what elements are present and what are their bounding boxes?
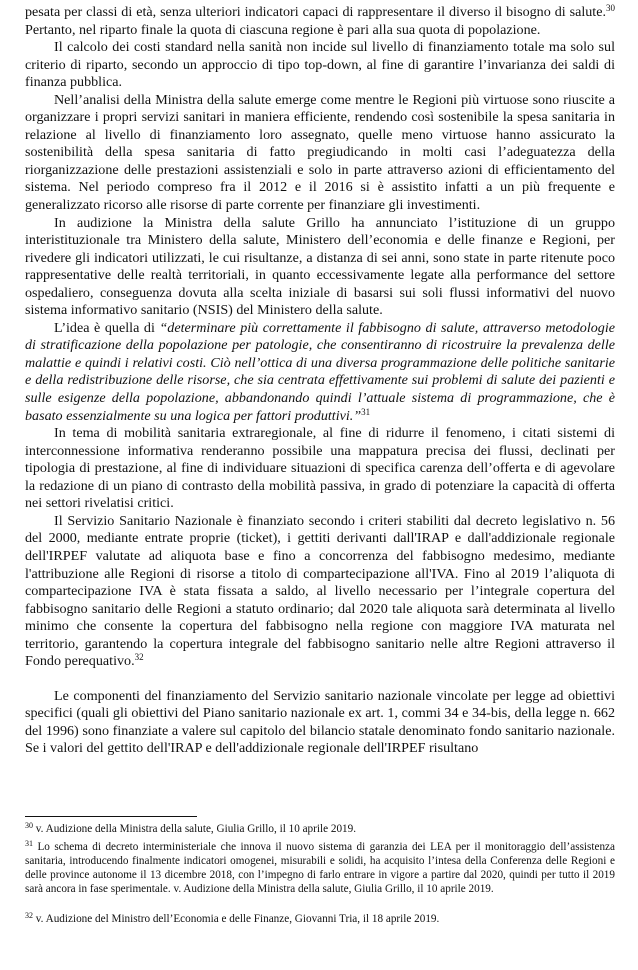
paragraph-7-text: Il Servizio Sanitario Nazionale è finanziato secondo i criteri stabiliti dal decreto legislativo n. 56 del 2000, mediante entrate proprie (ticket), i gettiti derivanti dall'IRAP e dall'addizionale regionale dell'IRPEF valutate ad aliquota base e fino a concorrenza del fabbisogno medesimo, mediante l'attribuzione alle Regioni di risorse a titolo di compartecipazione all'IVA. Fino al 2019 l’aliquota di compartecipazione IVA è stata fissata a saldo, al livello necessario per l’integrale copertura del fabbisogno sanitario delle Regioni a statuto ordinario; dal 2020 tale aliquota sarà determinata al livello minimo che consente la copertura del fabbisogno nella regione con maggiore IVA maturata nel territorio, garantendo la copertura integrale del fabbisogno sanitario nelle altre Regioni attraverso il Fondo perequativo. — [25, 512, 615, 670]
footnote-ref-30[interactable]: 30 — [606, 3, 615, 13]
footnote-number: 32 — [25, 911, 33, 920]
paragraph-1-text-a: pesata per classi di età, senza ulteriori indicatori capaci di rappresentare il diverso il bisogno di salute. — [25, 4, 606, 20]
footnote-ref-31[interactable]: 31 — [361, 406, 371, 417]
paragraph-1 — [25, 4, 615, 39]
footnote-number: 30 — [25, 821, 33, 830]
paragraph-5-lead: L’idea è quella di — [54, 319, 160, 336]
footnote-text: v. Audizione della Ministra della salute, Giulia Grillo, il 10 aprile 2019. — [33, 823, 357, 835]
paragraph-5 — [25, 320, 615, 425]
paragraph-2: Il calcolo dei costi standard nella sanità non incide sul livello di finanziamento totale ma solo sul criterio di riparto, secondo un approccio di tipo top-down, al fine di garantire l’invarianza dei saldi di finanza pubblica. — [25, 39, 615, 91]
paragraph-4: In audizione la Ministra della salute Grillo ha annunciato l’istituzione di un gruppo interistituzionale tra Ministero della salute, Ministero dell’economia e delle finanze e Regioni, per rivedere gli indicatori utilizzati, le cui risultanze, a distanza di sei anni, sono state in parte ritenute poco rappresentative delle realtà territoriali, in quanto eccessivamente legate alla performance del settore ospedaliero, conseguenza dovuta alla scelta iniziale di basarsi sui soli flussi informativi del nuovo sistema informativo sanitario (NSIS) del Ministero della salute. — [25, 214, 615, 319]
paragraph-7 — [25, 513, 615, 671]
paragraph-5-quote: “determinare più correttamente il fabbisogno di salute, attraverso metodologie di stratificazione della popolazione per patologie, che consentiranno di ricostruire la prevalenza delle malattie e quindi i relativi costi. Ciò nell’ottica di una diversa programmazione delle politiche sanitarie e della redistribuzione delle risorse, che sia centrata effettivamente sui problemi di salute dei pazienti e sulle esigenze della popolazione, abbandonando quindi l’attuale sistema di programmazione, che è basato essenzialmente su una logica per fattori produttivi.” — [25, 319, 615, 424]
footnote-31 — [25, 840, 615, 896]
footnote-30 — [25, 822, 615, 836]
footnote-divider — [25, 816, 197, 817]
paragraph-3: Nell’analisi della Ministra della salute emerge come mentre le Regioni più virtuose sono riuscite a organizzare i propri servizi sanitari in maniera efficiente, rendendo così sostenibile la spesa sanitaria in relazione al livello di finanziamento loro assegnato, quelle meno virtuose hanno assicurato la sostenibilità della spesa sanitaria di fatto pregiudicando in molti casi l’adeguatezza della riorganizzazione delle prestazioni assistenziali e solo in parte attraverso azioni di efficientamento del sistema. Nel periodo compreso fra il 2012 e il 2016 si è assistito infatti a un più frequente e generalizzato ricorso alle risorse di parte corrente per finanziare gli investimenti. — [25, 91, 615, 214]
footnote-text: v. Audizione del Ministro dell’Economia e delle Finanze, Giovanni Tria, il 18 aprile 2019. — [33, 913, 440, 925]
document-body — [25, 4, 615, 758]
footnote-text: Lo schema di decreto interministeriale che innova il nuovo sistema di garanzia dei LEA per il monitoraggio dell’assistenza sanitaria, introducendo finalmente indicatori omogenei, misurabili e solidi, ha acquisito l’intesa della Conferenza delle Regioni e delle province autonome il 13 dicembre 2018, con l’impegno di farlo entrare in vigore a partire dal 2020, quindi per tutto il 2019 sarà ancora in fase sperimentale. v. Audizione della Ministra della salute, Giulia Grillo, il 10 aprile 2019. — [25, 841, 615, 895]
paragraph-6: In tema di mobilità sanitaria extraregionale, al fine di ridurre il fenomeno, i citati sistemi di interconnessione informativa renderanno possibile una mappatura precisa dei flussi, declinati per tipologia di prestazione, al fine di individuare situazioni di specifica carenza dell’offerta e di agevolare la redazione di un piano di contrasto della mobilità passiva, in grado di potenziare la capacità di offerta nei settori rivelatisi critici. — [25, 425, 615, 512]
paragraph-8: Le componenti del finanziamento del Servizio sanitario nazionale vincolate per legge ad obiettivi specifici (quali gli obiettivi del Piano sanitario nazionale ex art. 1, commi 34 e 34-bis, della legge n. 662 del 1996) sono finanziate a valere sul capitolo del bilancio statale denominato fondo sanitario nazionale. Se i valori del gettito dell'IRAP e dell'addizionale regionale dell'IRPEF risultano — [25, 687, 615, 757]
footnote-ref-32[interactable]: 32 — [134, 652, 144, 663]
footnote-32 — [25, 912, 615, 926]
paragraph-1-text-b: Pertanto, nel riparto finale la quota di ciascuna regione è pari alla sua quota di popolazione. — [25, 21, 541, 38]
footnote-number: 31 — [25, 839, 33, 848]
footnotes — [25, 822, 615, 930]
